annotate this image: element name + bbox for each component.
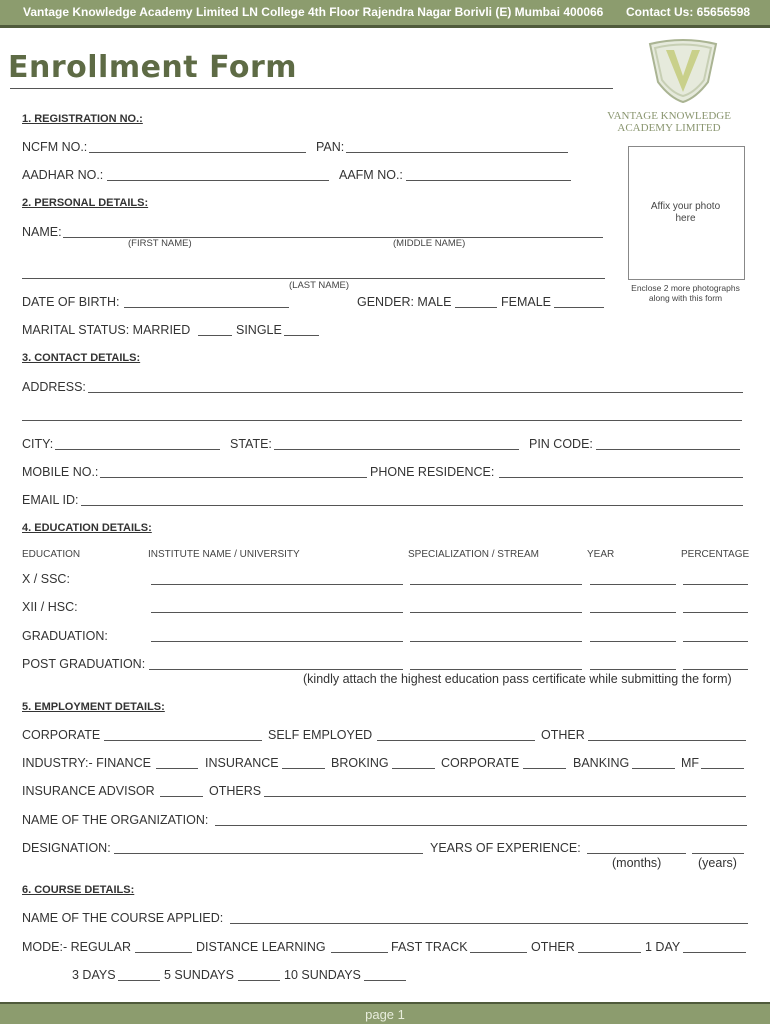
edu-postgrad-year[interactable] [590,669,676,670]
phone-residence-field[interactable] [499,477,743,478]
organization-field[interactable] [215,825,747,826]
pin-label: PIN CODE: [529,437,593,451]
edu-header-year: YEAR [587,549,615,560]
organization-label: NAME OF THE ORGANIZATION: [22,813,209,827]
name-label: NAME: [22,225,62,239]
mode-fivesundays-label: 5 SUNDAYS [164,968,234,982]
mode-other-label: OTHER [531,940,575,954]
section-registration-title: 1. REGISTRATION NO.: [22,113,143,125]
page-title: Enrollment Form [8,50,298,85]
edu-postgrad-specialization[interactable] [410,669,582,670]
gender-female-field[interactable] [554,307,604,308]
logo-text-line2: ACADEMY LIMITED [617,122,721,134]
first-name-caption: (FIRST NAME) [128,238,192,249]
industry-insurance-label: INSURANCE [205,756,279,770]
experience-years-field[interactable] [692,853,744,854]
last-name-field[interactable] [22,278,605,279]
experience-months-field[interactable] [587,853,686,854]
gender-male-label: GENDER: MALE [357,295,452,309]
edu-grad-percentage[interactable] [683,641,748,642]
edu-header-specialization: SPECIALIZATION / STREAM [408,549,539,560]
section-personal-title: 2. PERSONAL DETAILS: [22,197,149,209]
header-bar [0,0,770,25]
state-label: STATE: [230,437,272,451]
dob-field[interactable] [124,307,289,308]
pan-field[interactable] [346,152,568,153]
mode-distance-label: DISTANCE LEARNING [196,940,326,954]
section-contact-title: 3. CONTACT DETAILS: [22,352,141,364]
title-rule [10,88,613,89]
edu-postgrad-institute[interactable] [149,669,403,670]
middle-name-caption: (MIDDLE NAME) [393,238,466,249]
header-contact: Contact Us: 65656598 [626,5,751,19]
mode-fivesundays-field[interactable] [238,980,280,981]
self-employed-field[interactable] [377,740,535,741]
city-field[interactable] [55,449,220,450]
designation-field[interactable] [114,853,423,854]
aafm-label: AAFM NO.: [339,168,403,182]
header-divider [0,25,770,28]
industry-corporate-label: CORPORATE [441,756,520,770]
experience-months-caption: (months) [612,856,662,870]
address-field-2[interactable] [22,420,742,421]
address-label: ADDRESS: [22,380,86,394]
mode-fasttrack-field[interactable] [470,952,527,953]
photo-affix-text: Affix your photo here [650,201,721,224]
mode-distance-field[interactable] [331,952,388,953]
header-address: Vantage Knowledge Academy Limited LN College 4th Floor Rajendra Nagar Borivli (E) Mumbai 400066 [23,5,604,19]
section-course-title: 6. COURSE DETAILS: [22,884,135,896]
mode-threedays-field[interactable] [118,980,160,981]
insurance-advisor-label: INSURANCE ADVISOR [22,784,155,798]
gender-female-label: FEMALE [501,295,552,309]
insurance-advisor-field[interactable] [160,796,203,797]
industry-finance-label: INDUSTRY:- FINANCE [22,756,151,770]
edu-header-institute: INSTITUTE NAME / UNIVERSITY [148,549,300,560]
experience-label: YEARS OF EXPERIENCE: [430,841,581,855]
industry-broking-label: BROKING [331,756,389,770]
mobile-label: MOBILE NO.: [22,465,99,479]
course-applied-label: NAME OF THE COURSE APPLIED: [22,911,224,925]
dob-label: DATE OF BIRTH: [22,295,120,309]
industry-corporate-field[interactable] [523,768,566,769]
ncfm-label: NCFM NO.: [22,140,88,154]
mode-fasttrack-label: FAST TRACK [391,940,468,954]
industry-insurance-field[interactable] [282,768,325,769]
mode-regular-label: MODE:- REGULAR [22,940,132,954]
section-education-title: 4. EDUCATION DETAILS: [22,522,152,534]
edu-hsc-specialization[interactable] [410,612,582,613]
edu-header-education: EDUCATION [22,549,81,560]
city-label: CITY: [22,437,54,451]
industry-mf-field[interactable] [701,768,744,769]
industry-finance-field[interactable] [156,768,198,769]
email-label: EMAIL ID: [22,493,79,507]
industry-banking-label: BANKING [573,756,630,770]
corporate-field[interactable] [104,740,262,741]
aafm-field[interactable] [406,180,571,181]
logo-text-line1: VANTAGE KNOWLEDGE [607,110,731,122]
edu-row-postgrad-label: POST GRADUATION: [22,657,146,671]
designation-label: DESIGNATION: [22,841,111,855]
mode-regular-field[interactable] [135,952,192,953]
state-field[interactable] [274,449,519,450]
edu-row-hsc-label: XII / HSC: [22,600,78,614]
edu-grad-institute[interactable] [151,641,403,642]
mode-oneday-label: 1 DAY [645,940,681,954]
edu-ssc-specialization[interactable] [410,584,582,585]
edu-row-graduation-label: GRADUATION: [22,629,108,643]
other-employment-field[interactable] [588,740,746,741]
edu-header-percentage: PERCENTAGE [681,549,750,560]
section-employment-title: 5. EMPLOYMENT DETAILS: [22,701,165,713]
photo-enclose-text: Enclose 2 more photographs along with this form [631,283,740,303]
industry-banking-field[interactable] [632,768,675,769]
ncfm-field[interactable] [89,152,306,153]
edu-hsc-year[interactable] [590,612,676,613]
marital-married-label: MARITAL STATUS: MARRIED [22,323,191,337]
corporate-label: CORPORATE [22,728,101,742]
edu-grad-specialization[interactable] [410,641,582,642]
last-name-caption: (LAST NAME) [289,280,350,291]
marital-married-field[interactable] [198,335,232,336]
marital-single-field[interactable] [284,335,319,336]
edu-grad-year[interactable] [590,641,676,642]
edu-postgrad-percentage[interactable] [683,669,748,670]
self-employed-label: SELF EMPLOYED [268,728,373,742]
pin-field[interactable] [596,449,740,450]
industry-broking-field[interactable] [392,768,435,769]
others-field[interactable] [264,796,746,797]
address-field-1[interactable] [88,392,743,393]
mode-tensundays-field[interactable] [364,980,406,981]
mode-threedays-label: 3 DAYS [72,968,116,982]
edu-ssc-percentage[interactable] [683,584,748,585]
experience-years-caption: (years) [698,856,737,870]
edu-ssc-year[interactable] [590,584,676,585]
edu-row-ssc-label: X / SSC: [22,572,70,586]
pan-label: PAN: [316,140,345,154]
v-shield-logo-icon [646,38,720,104]
footer-bar [0,1004,770,1024]
course-applied-field[interactable] [230,923,748,924]
industry-mf-label: MF [681,756,700,770]
aadhar-field[interactable] [107,180,329,181]
mode-other-field[interactable] [578,952,641,953]
gender-male-field[interactable] [455,307,497,308]
page-number: page 1 [365,1007,405,1022]
aadhar-label: AADHAR NO.: [22,168,104,182]
mobile-field[interactable] [100,477,367,478]
education-note: (kindly attach the highest education pass certificate while submitting the form) [303,672,732,686]
others-label: OTHERS [209,784,262,798]
email-field[interactable] [81,505,743,506]
other-employment-label: OTHER [541,728,585,742]
edu-hsc-institute[interactable] [151,612,403,613]
phone-residence-label: PHONE RESIDENCE: [370,465,495,479]
marital-single-label: SINGLE [236,323,282,337]
edu-ssc-institute[interactable] [151,584,403,585]
edu-hsc-percentage[interactable] [683,612,748,613]
mode-tensundays-label: 10 SUNDAYS [284,968,361,982]
mode-oneday-field[interactable] [683,952,746,953]
